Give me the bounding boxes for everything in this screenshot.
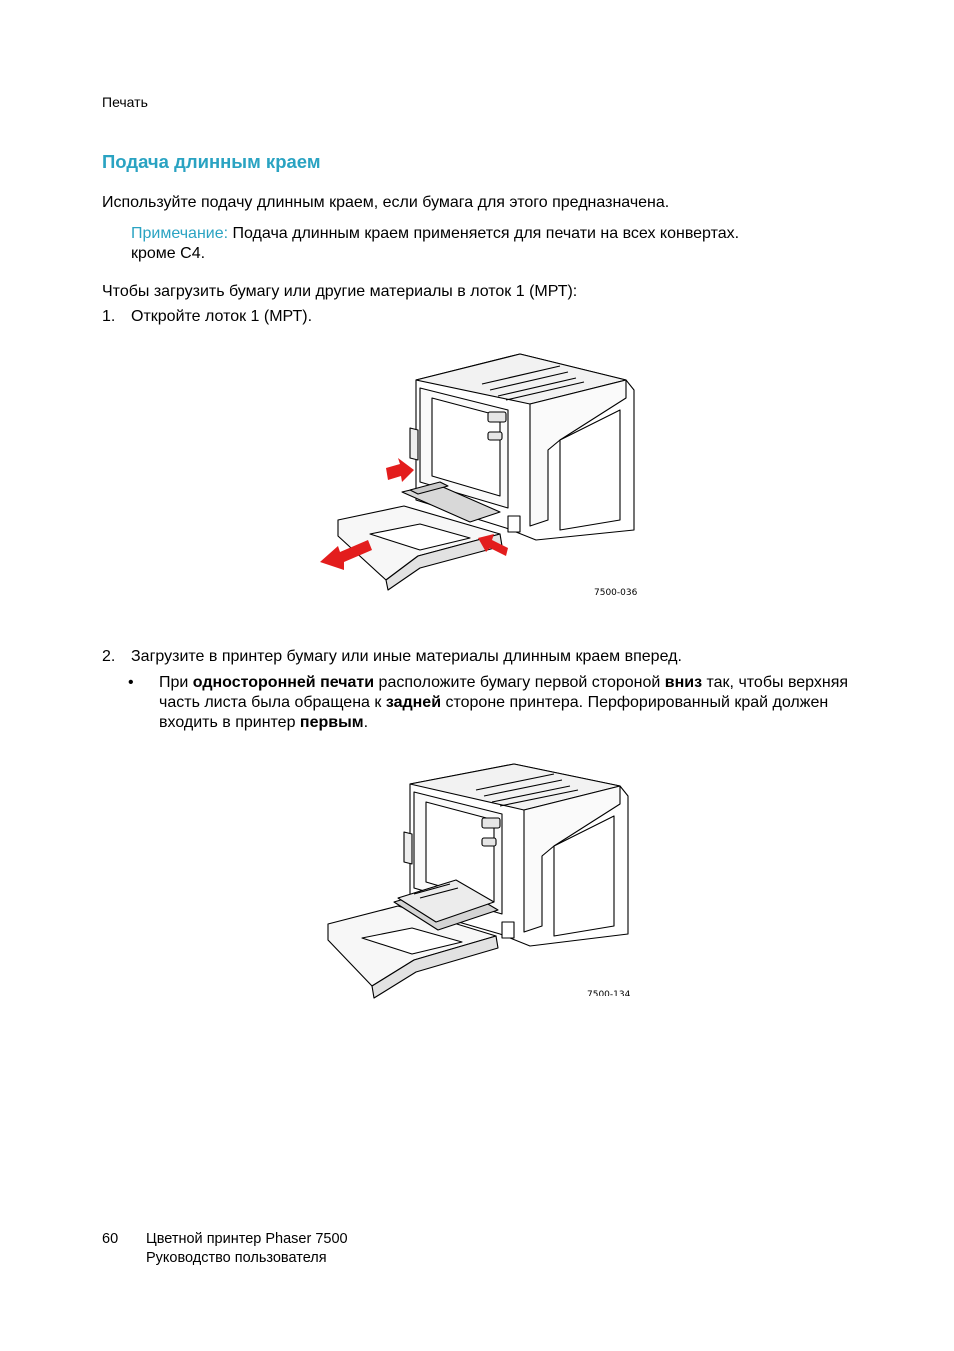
- intro-paragraph: Используйте подачу длинным краем, если бумага для этого предназначена.: [102, 194, 670, 211]
- bullet-text-run: .: [363, 714, 369, 731]
- step-text: Загрузите в принтер бумагу или иные материалы длинным краем вперед.: [131, 648, 682, 665]
- page-number: 60: [102, 1231, 119, 1247]
- figure-2-caption: 7500-134: [587, 990, 631, 996]
- step-1: [102, 307, 312, 327]
- lead-paragraph: Чтобы загрузить бумагу или другие материалы в лоток 1 (МРТ):: [102, 283, 578, 300]
- bullet-bold-run: первым: [299, 714, 364, 731]
- step-text: Откройте лоток 1 (МРТ).: [131, 308, 313, 325]
- bullet-text-run: так, чтобы верхняя часть листа была обращена к: [159, 674, 849, 711]
- footer-doc-title: [146, 1230, 348, 1268]
- bullet-text-run: При: [159, 674, 193, 691]
- footer-title: Цветной принтер Phaser 7500: [146, 1231, 348, 1247]
- note-label: Примечание:: [131, 225, 229, 242]
- printer-mpt-tray-open-illustration: [0, 340, 954, 610]
- bullet-bold-run: вниз: [664, 674, 703, 691]
- note-text-line2: кроме С4.: [131, 245, 206, 262]
- bullet-text-run: расположите бумагу первой стороной: [374, 674, 665, 691]
- step-number: 2.: [102, 648, 116, 665]
- step-number: 1.: [102, 308, 116, 325]
- bullet-marker: •: [128, 674, 134, 691]
- printer-paper-loaded-illustration: [0, 762, 954, 1002]
- step-2: [102, 647, 682, 667]
- figure-1-caption: 7500-036: [594, 588, 638, 598]
- bullet-text-run: стороне принтера. Перфорированный край должен входить в принтер: [159, 694, 829, 731]
- bullet-bold-run: задней: [385, 694, 442, 711]
- note-paragraph: [131, 224, 821, 264]
- running-header: Печать: [102, 94, 148, 110]
- bullet-item: [128, 673, 858, 733]
- section-title: Подача длинным краем: [102, 151, 321, 172]
- note-text-line1: Подача длинным краем применяется для печати на всех конвертах.: [228, 225, 740, 242]
- bullet-bold-run: односторонней печати: [192, 674, 375, 691]
- footer-subtitle: Руководство пользователя: [146, 1250, 327, 1266]
- bullet-text: [159, 673, 858, 733]
